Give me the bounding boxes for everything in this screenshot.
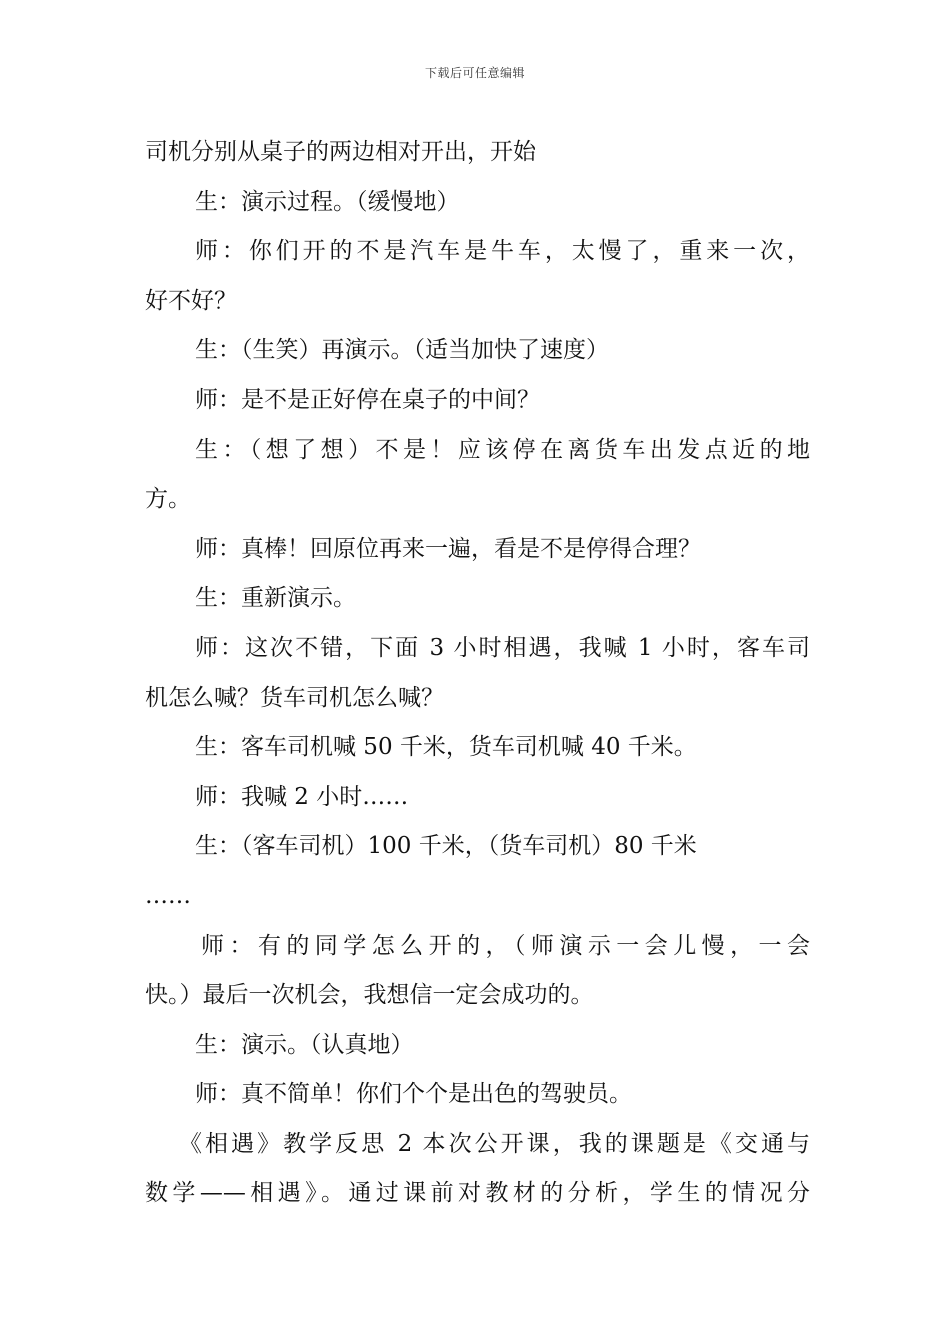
text-line: 生：演示。（认真地） xyxy=(195,1031,414,1058)
text-line: 生：客车司机喊 50 千米，货车司机喊 40 千米。 xyxy=(195,734,697,761)
text-line: 方。 xyxy=(145,486,191,513)
text-line: 师：真棒！回原位再来一遍，看是不是停得合理？ xyxy=(195,535,701,562)
text-line: 《相遇》教学反思 2 本次公开课，我的课题是《交通与 xyxy=(179,1130,810,1157)
text-line: …… xyxy=(145,882,191,909)
text-line: 生：（生笑）再演示。（适当加快了速度） xyxy=(195,337,609,364)
text-line: 师：你们开的不是汽车是牛车，太慢了，重来一次， xyxy=(195,238,810,265)
text-line: 快。）最后一次机会，我想信一定会成功的。 xyxy=(145,982,594,1009)
body-text xyxy=(145,128,810,1219)
text-line: 生：重新演示。 xyxy=(195,585,356,612)
text-line: 师：这次不错，下面 3 小时相遇，我喊 1 小时，客车司 xyxy=(195,634,810,661)
text-line: 师：有的同学怎么开的，（师演示一会儿慢，一会 xyxy=(201,932,810,959)
text-line: 师：是不是正好停在桌子的中间？ xyxy=(195,386,540,413)
text-line: 师：我喊 2 小时…… xyxy=(195,783,409,810)
text-line: 数学——相遇》。通过课前对教材的分析，学生的情况分 xyxy=(145,1180,810,1207)
text-line: 生：（客车司机）100 千米，（货车司机）80 千米 xyxy=(195,833,697,860)
text-line: 司机分别从桌子的两边相对开出，开始 xyxy=(145,139,536,165)
page-header: 下载后可任意编辑 xyxy=(424,66,525,80)
text-line: 师：真不简单！你们个个是出色的驾驶员。 xyxy=(195,1081,632,1108)
text-line: 生：演示过程。（缓慢地） xyxy=(195,188,460,215)
text-line: 机怎么喊？货车司机怎么喊？ xyxy=(145,684,444,711)
text-line: 好不好？ xyxy=(145,287,237,314)
text-line: 生：（想了想）不是！应该停在离货车出发点近的地 xyxy=(195,436,810,463)
